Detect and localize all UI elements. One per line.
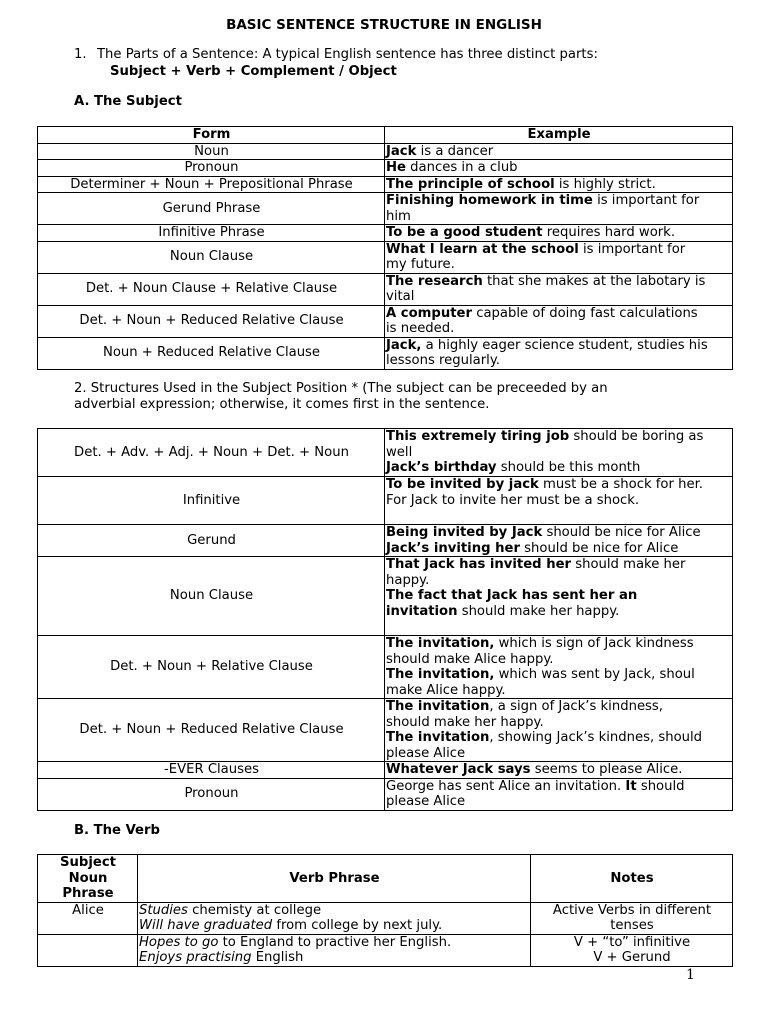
text-segment: please Alice (386, 794, 466, 809)
header-line: Phrase (62, 886, 114, 901)
sentence-formula: Subject + Verb + Complement / Object (110, 64, 397, 79)
italic-text: Will have graduated (139, 918, 273, 933)
text-segment: please Alice (386, 745, 466, 761)
text-segment: that she makes at the labotary is (482, 273, 706, 289)
form-cell: Noun (38, 143, 385, 160)
bold-text: Jack (386, 143, 417, 159)
table-row (38, 477, 733, 525)
text-segment: must be a shock for her. (538, 477, 703, 492)
cell-line (386, 636, 732, 652)
text-segment: should make her happy. (457, 603, 620, 619)
notes-cell (531, 934, 733, 966)
cell-line (386, 746, 732, 762)
structure-cell: -EVER Clauses (38, 762, 385, 779)
subject-cell: Alice (38, 902, 138, 934)
note-line: Active Verbs in different (552, 902, 712, 918)
example-cell (385, 699, 733, 762)
form-cell: Noun + Reduced Relative Clause (38, 337, 385, 369)
cell-line (386, 588, 732, 604)
text-segment: a highly eager science student, studies his (421, 337, 708, 353)
cell-line (386, 683, 732, 699)
cell-line (386, 573, 732, 589)
header-line: Noun (68, 870, 108, 886)
text-segment: is highly strict. (554, 176, 656, 192)
cell-line (139, 903, 530, 919)
cell-line (386, 429, 732, 445)
table-row (38, 429, 733, 477)
bold-text: Jack’s inviting her (386, 540, 520, 556)
cell-line (386, 257, 732, 273)
section-a-heading: A. The Subject (74, 94, 182, 109)
subject-forms-table (37, 126, 733, 370)
cell-line (386, 144, 732, 160)
text-segment: make Alice happy. (386, 682, 506, 698)
verb-phrase-cell (138, 902, 531, 934)
example-cell (385, 525, 733, 557)
cell-line (386, 508, 732, 524)
form-cell: Gerund Phrase (38, 193, 385, 225)
bold-text: Finishing homework in time (386, 193, 593, 208)
example-cell (385, 477, 733, 525)
table-row (38, 762, 733, 779)
text-segment: George has sent Alice an invitation. (386, 778, 626, 794)
note-line: V + Gerund (593, 950, 671, 965)
bold-text: The invitation, (386, 636, 495, 651)
text-segment: For Jack to invite her must be a shock. (386, 492, 640, 508)
form-cell: Det. + Noun + Reduced Relative Clause (38, 305, 385, 337)
cell-line (386, 289, 732, 305)
bold-text: Jack’s birthday (386, 460, 497, 475)
structure-cell: Det. + Noun + Relative Clause (38, 636, 385, 699)
item-1-text: The Parts of a Sentence: A typical English sentence has three distinct parts: (97, 47, 598, 62)
structure-cell: Gerund (38, 525, 385, 557)
text-segment: , a sign of Jack’s kindness, (489, 699, 663, 714)
cell-line (386, 699, 732, 715)
text-segment: should be nice for Alice (542, 525, 701, 540)
table-row (38, 143, 733, 160)
example-cell (385, 557, 733, 636)
text-segment: seems to please Alice. (530, 762, 683, 777)
example-cell (385, 305, 733, 337)
table-row (38, 241, 733, 273)
cell-line (386, 652, 732, 668)
cell-line (386, 274, 732, 290)
table-row (38, 160, 733, 177)
table-row (38, 778, 733, 810)
text-segment: dances in a club (405, 160, 518, 175)
cell-line (386, 353, 732, 369)
table-row (38, 193, 733, 225)
header-line: Subject (60, 855, 116, 870)
cell-line (386, 604, 732, 620)
bold-text: What I learn at the school (386, 241, 579, 257)
cell-line (386, 460, 732, 476)
verb-table (37, 854, 733, 967)
bold-text: Being invited by Jack (386, 525, 543, 540)
item-2-line-1: 2. Structures Used in the Subject Position * (The subject can be preceeded by an (74, 381, 608, 396)
form-cell: Infinitive Phrase (38, 225, 385, 242)
column-header-form: Form (38, 127, 385, 144)
form-cell: Pronoun (38, 160, 385, 177)
cell-line (386, 525, 732, 541)
text-segment: which is sign of Jack kindness (494, 636, 694, 651)
column-header-subject-noun-phrase (38, 855, 138, 903)
text-segment: is needed. (386, 321, 455, 336)
cell-line (386, 762, 732, 778)
structure-cell: Infinitive (38, 477, 385, 525)
structure-cell: Det. + Adv. + Adj. + Noun + Det. + Noun (38, 429, 385, 477)
text-segment: should be boring as (569, 429, 704, 444)
text-segment: to England to practive her English. (218, 934, 452, 950)
bold-text: It (625, 778, 637, 794)
table-row (38, 699, 733, 762)
item-2-line-2: adverbial expression; otherwise, it comes first in the sentence. (74, 397, 490, 412)
bold-text: This extremely tiring job (386, 429, 570, 444)
section-b-heading: B. The Verb (74, 823, 160, 838)
text-segment: from college by next july. (272, 918, 443, 933)
bold-text: To be invited by jack (386, 477, 539, 492)
cell-line (386, 445, 732, 461)
text-segment: should make her happy. (386, 714, 544, 730)
example-cell (385, 193, 733, 225)
cell-line (139, 950, 530, 966)
notes-cell (531, 902, 733, 934)
cell-line (386, 242, 732, 258)
bold-text: The invitation (386, 699, 490, 714)
text-segment: lessons regularly. (386, 353, 500, 368)
text-segment: is a dancer (416, 143, 494, 159)
text-segment: which was sent by Jack, shoul (494, 667, 695, 682)
bold-text: That Jack has invited her (386, 557, 572, 572)
structure-cell: Pronoun (38, 778, 385, 810)
cell-line (386, 177, 732, 193)
column-header-verb-phrase: Verb Phrase (138, 855, 531, 903)
cell-line (386, 321, 732, 337)
example-cell (385, 241, 733, 273)
example-cell (385, 160, 733, 177)
note-line: tenses (610, 918, 654, 933)
cell-line (386, 667, 732, 683)
bold-text: Whatever Jack says (386, 762, 531, 777)
bold-text: A computer (386, 305, 472, 321)
cell-line (386, 715, 732, 731)
table-row (38, 902, 733, 934)
bold-text: The invitation (386, 730, 490, 745)
table-row (38, 337, 733, 369)
text-segment: should be this month (496, 460, 641, 475)
bold-text: invitation (386, 603, 458, 619)
text-segment: should be nice for Alice (519, 540, 679, 556)
cell-line (386, 794, 732, 810)
structure-cell: Noun Clause (38, 557, 385, 636)
page-number: 1 (686, 967, 695, 983)
subject-position-table (37, 428, 733, 811)
bold-text: The invitation, (386, 667, 495, 682)
table-row (38, 557, 733, 636)
text-segment: should make Alice happy. (386, 651, 554, 667)
structure-cell: Det. + Noun + Reduced Relative Clause (38, 699, 385, 762)
cell-line (386, 160, 732, 176)
text-segment: is important for (592, 193, 700, 208)
cell-line (386, 619, 732, 635)
cell-line (386, 779, 732, 795)
note-line: V + “to” infinitive (573, 934, 691, 950)
text-segment: happy. (386, 572, 430, 588)
text-segment: capable of doing fast calculations (472, 305, 698, 321)
table-row (38, 273, 733, 305)
example-cell (385, 143, 733, 160)
example-cell (385, 636, 733, 699)
text-segment: vital (386, 289, 415, 304)
verb-phrase-cell (138, 934, 531, 966)
column-header-notes: Notes (531, 855, 733, 903)
bold-text: The research (386, 273, 483, 289)
table-row (38, 934, 733, 966)
example-cell (385, 778, 733, 810)
text-segment: him (386, 208, 411, 224)
bold-text: Jack, (386, 337, 422, 353)
cell-line (386, 193, 732, 209)
example-cell (385, 762, 733, 779)
text-segment: requires hard work. (542, 225, 676, 240)
text-segment: is important for (578, 241, 686, 257)
example-cell (385, 429, 733, 477)
table-row (38, 176, 733, 193)
text-segment: my future. (386, 257, 455, 272)
example-cell (385, 176, 733, 193)
bold-text: He (386, 160, 406, 175)
cell-line (386, 306, 732, 322)
bold-text: The principle of school (386, 176, 555, 192)
cell-line (386, 477, 732, 493)
item-1-number: 1. (74, 47, 87, 62)
cell-line (386, 209, 732, 225)
subject-cell (38, 934, 138, 966)
example-cell (385, 273, 733, 305)
example-cell (385, 337, 733, 369)
cell-line (386, 225, 732, 241)
italic-text: Enjoys practising (139, 950, 252, 965)
form-cell: Noun Clause (38, 241, 385, 273)
bold-text: To be a good student (386, 225, 543, 240)
italic-text: Studies (139, 902, 188, 918)
text-segment: should make her (571, 557, 686, 572)
text-segment: , showing Jack’s kindnes, should (489, 730, 703, 745)
text-segment: English (251, 950, 304, 965)
table-row (38, 525, 733, 557)
form-cell: Det. + Noun Clause + Relative Clause (38, 273, 385, 305)
cell-line (139, 935, 530, 951)
cell-line (386, 338, 732, 354)
cell-line (386, 557, 732, 573)
text-segment: well (386, 444, 413, 460)
form-cell: Determiner + Noun + Prepositional Phrase (38, 176, 385, 193)
italic-text: Hopes to go (139, 934, 219, 950)
table-row (38, 225, 733, 242)
document-title: BASIC SENTENCE STRUCTURE IN ENGLISH (226, 17, 542, 33)
example-cell (385, 225, 733, 242)
text-segment: chemisty at college (187, 902, 322, 918)
table-row (38, 636, 733, 699)
cell-line (386, 493, 732, 509)
cell-line (139, 918, 530, 934)
column-header-example: Example (385, 127, 733, 144)
cell-line (386, 730, 732, 746)
text-segment: should (636, 778, 685, 794)
cell-line (386, 541, 732, 557)
bold-text: The fact that Jack has sent her an (386, 588, 638, 603)
table-row (38, 305, 733, 337)
